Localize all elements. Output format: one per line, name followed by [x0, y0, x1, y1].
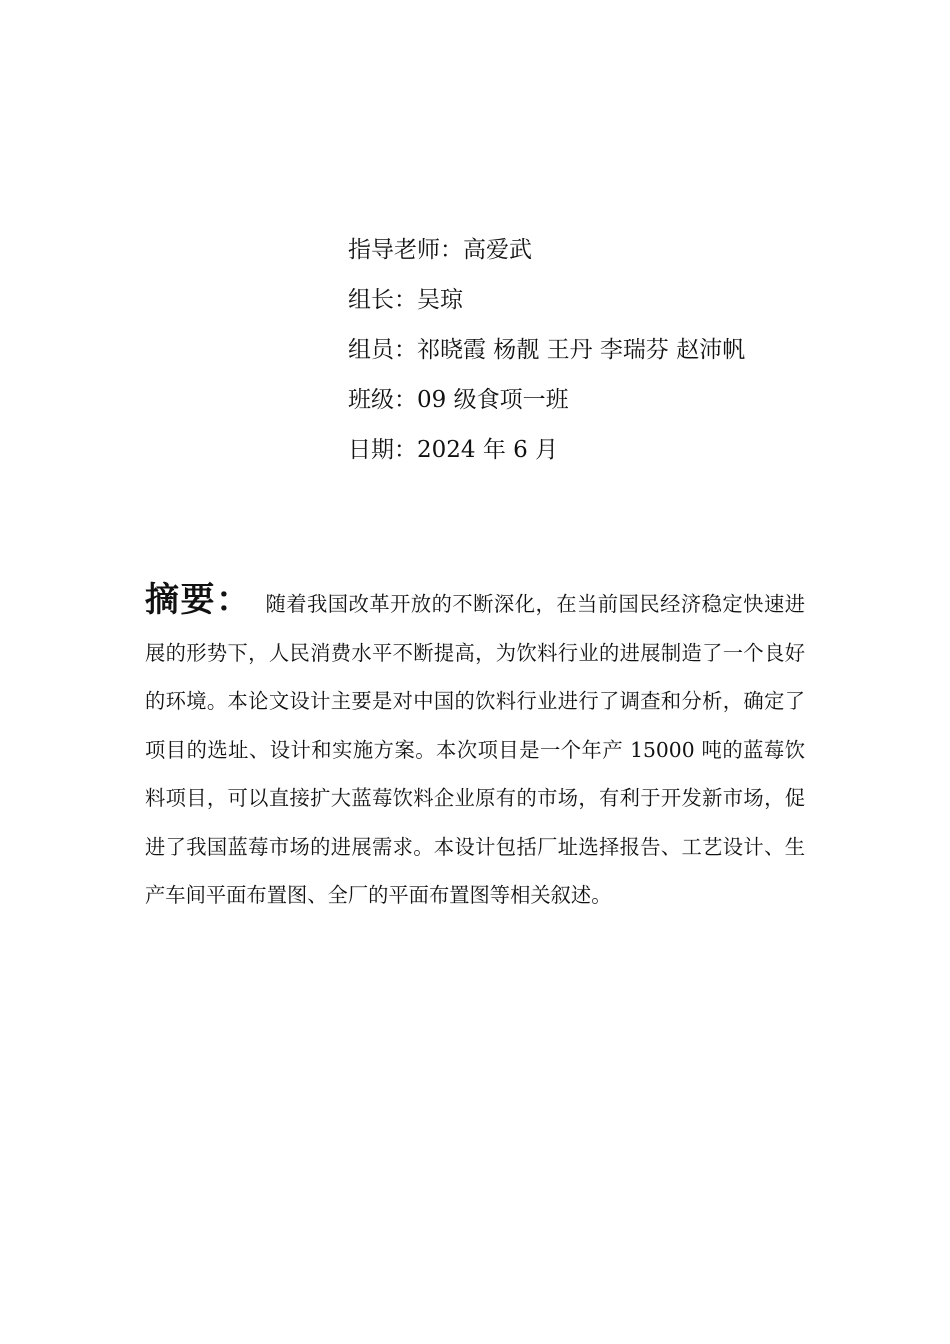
cover-info-block [348, 230, 848, 480]
group-members-label: 组员： [348, 337, 417, 363]
group-leader-line [348, 280, 848, 330]
advisor-label: 指导老师： [348, 237, 463, 263]
class-label: 班级： [348, 387, 417, 413]
abstract-heading: 摘要： [145, 580, 252, 620]
group-members-value: 祁晓霞 杨靓 王丹 李瑞芬 赵沛帆 [417, 337, 746, 363]
class-value: 09 级食项一班 [417, 387, 569, 413]
advisor-line [348, 230, 848, 280]
date-value: 2024 年 6 月 [417, 437, 559, 463]
group-members-line [348, 330, 848, 380]
date-label: 日期： [348, 437, 417, 463]
abstract-section [145, 576, 805, 920]
abstract-paragraph [145, 576, 805, 920]
date-line [348, 430, 848, 480]
advisor-value: 高爱武 [463, 237, 532, 263]
group-leader-value: 吴琼 [417, 287, 463, 313]
class-line [348, 380, 848, 430]
group-leader-label: 组长： [348, 287, 417, 313]
abstract-body: 随着我国改革开放的不断深化，在当前国民经济稳定快速进展的形势下，人民消费水平不断提高，为饮料行业的进展制造了一个良好的环境。本论文设计主要是对中国的饮料行业进行了调查和分析，确定了项目的选址、设计和实施方案。本次项目是一个年产 15000 吨的蓝莓饮料项目，可以直接扩大蓝莓饮料企业原有的市场，有利于开发新市场，促进了我国蓝莓市场的进展需求。本设计包括厂址选择报告、工艺设计、生产车间平面布置图、全厂的平面布置图等相关叙述。 [145, 592, 805, 907]
